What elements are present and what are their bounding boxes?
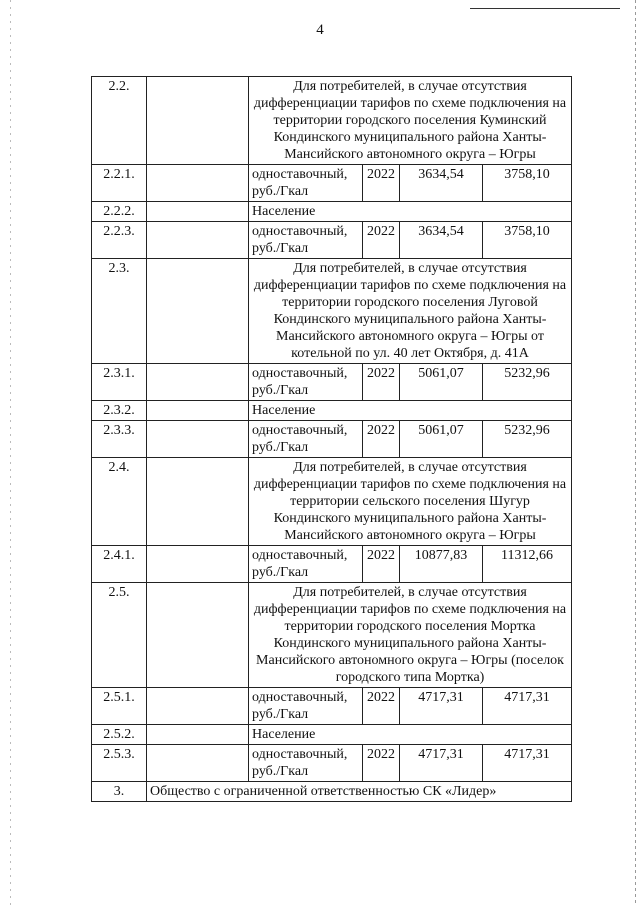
tariff-value-second-half: 5232,96 xyxy=(483,364,572,401)
tariff-value-first-half: 3634,54 xyxy=(400,165,483,202)
empty-cell xyxy=(147,364,249,401)
row-number: 2.5.1. xyxy=(92,688,147,725)
category-label: Население xyxy=(249,725,572,745)
page-number: 4 xyxy=(316,22,324,38)
category-label: Население xyxy=(249,202,572,222)
tariff-table xyxy=(91,76,572,802)
table-row xyxy=(92,546,572,583)
tariff-unit: одноставочный, руб./Гкал xyxy=(249,165,363,202)
table-row xyxy=(92,688,572,725)
table-row xyxy=(92,782,572,802)
row-number: 2.5. xyxy=(92,583,147,688)
row-number: 2.2.2. xyxy=(92,202,147,222)
tariff-value-first-half: 4717,31 xyxy=(400,745,483,782)
empty-cell xyxy=(147,401,249,421)
row-number: 2.4.1. xyxy=(92,546,147,583)
tariff-year: 2022 xyxy=(363,688,400,725)
tariff-value-second-half: 4717,31 xyxy=(483,688,572,725)
table-row xyxy=(92,725,572,745)
tariff-unit: одноставочный, руб./Гкал xyxy=(249,546,363,583)
tariff-year: 2022 xyxy=(363,546,400,583)
table-row xyxy=(92,165,572,202)
tariff-value-second-half: 5232,96 xyxy=(483,421,572,458)
tariff-year: 2022 xyxy=(363,165,400,202)
row-number: 2.2.3. xyxy=(92,222,147,259)
table-row xyxy=(92,202,572,222)
tariff-unit: одноставочный, руб./Гкал xyxy=(249,688,363,725)
tariff-unit: одноставочный, руб./Гкал xyxy=(249,421,363,458)
row-number: 2.4. xyxy=(92,458,147,546)
table-row xyxy=(92,745,572,782)
empty-cell xyxy=(147,202,249,222)
row-number: 2.2. xyxy=(92,77,147,165)
tariff-year: 2022 xyxy=(363,745,400,782)
tariff-value-first-half: 5061,07 xyxy=(400,364,483,401)
empty-cell xyxy=(147,165,249,202)
row-number: 2.3.2. xyxy=(92,401,147,421)
section-heading: Для потребителей, в случае отсутствия дифференциации тарифов по схеме подключения на территории сельского поселения Шугур Кондинского муниципального района Ханты-Мансийского автономного округа – Югры xyxy=(249,458,572,546)
row-number: 2.3.3. xyxy=(92,421,147,458)
tariff-value-second-half: 4717,31 xyxy=(483,745,572,782)
table-row xyxy=(92,401,572,421)
empty-cell xyxy=(147,77,249,165)
empty-cell xyxy=(147,421,249,458)
row-number: 2.3. xyxy=(92,259,147,364)
empty-cell xyxy=(147,458,249,546)
tariff-value-second-half: 3758,10 xyxy=(483,165,572,202)
tariff-unit: одноставочный, руб./Гкал xyxy=(249,745,363,782)
tariff-value-first-half: 3634,54 xyxy=(400,222,483,259)
category-label: Население xyxy=(249,401,572,421)
empty-cell xyxy=(147,688,249,725)
tariff-value-first-half: 10877,83 xyxy=(400,546,483,583)
scan-right-edge xyxy=(635,0,636,905)
row-number: 2.3.1. xyxy=(92,364,147,401)
row-number: 2.5.2. xyxy=(92,725,147,745)
tariff-value-second-half: 3758,10 xyxy=(483,222,572,259)
empty-cell xyxy=(147,222,249,259)
section-heading: Для потребителей, в случае отсутствия дифференциации тарифов по схеме подключения на территории городского поселения Луговой Кондинского муниципального района Ханты-Мансийского автономного округа – Югры от котельной по ул. 40 лет Октября, д. 41А xyxy=(249,259,572,364)
table-row xyxy=(92,77,572,165)
tariff-value-first-half: 4717,31 xyxy=(400,688,483,725)
empty-cell xyxy=(147,583,249,688)
table-row xyxy=(92,421,572,458)
tariff-unit: одноставочный, руб./Гкал xyxy=(249,222,363,259)
tariff-table-body xyxy=(92,77,572,802)
row-number: 3. xyxy=(92,782,147,802)
empty-cell xyxy=(147,745,249,782)
table-row xyxy=(92,583,572,688)
tariff-year: 2022 xyxy=(363,421,400,458)
table-row xyxy=(92,259,572,364)
scan-left-edge xyxy=(10,0,11,905)
empty-cell xyxy=(147,725,249,745)
empty-cell xyxy=(147,259,249,364)
tariff-value-second-half: 11312,66 xyxy=(483,546,572,583)
tariff-unit: одноставочный, руб./Гкал xyxy=(249,364,363,401)
tariff-year: 2022 xyxy=(363,364,400,401)
top-rule xyxy=(470,8,620,9)
row-number: 2.5.3. xyxy=(92,745,147,782)
empty-cell xyxy=(147,546,249,583)
section-heading: Для потребителей, в случае отсутствия дифференциации тарифов по схеме подключения на территории городского поселения Мортка Кондинского муниципального района Ханты-Мансийского автономного округа – Югры (поселок городского типа Мортка) xyxy=(249,583,572,688)
table-row xyxy=(92,364,572,401)
section-heading: Для потребителей, в случае отсутствия дифференциации тарифов по схеме подключения на территории городского поселения Куминский Кондинского муниципального района Ханты-Мансийского автономного округа – Югры xyxy=(249,77,572,165)
tariff-value-first-half: 5061,07 xyxy=(400,421,483,458)
tariff-year: 2022 xyxy=(363,222,400,259)
table-row xyxy=(92,222,572,259)
company-name: Общество с ограниченной ответственностью СК «Лидер» xyxy=(147,782,572,802)
table-row xyxy=(92,458,572,546)
row-number: 2.2.1. xyxy=(92,165,147,202)
